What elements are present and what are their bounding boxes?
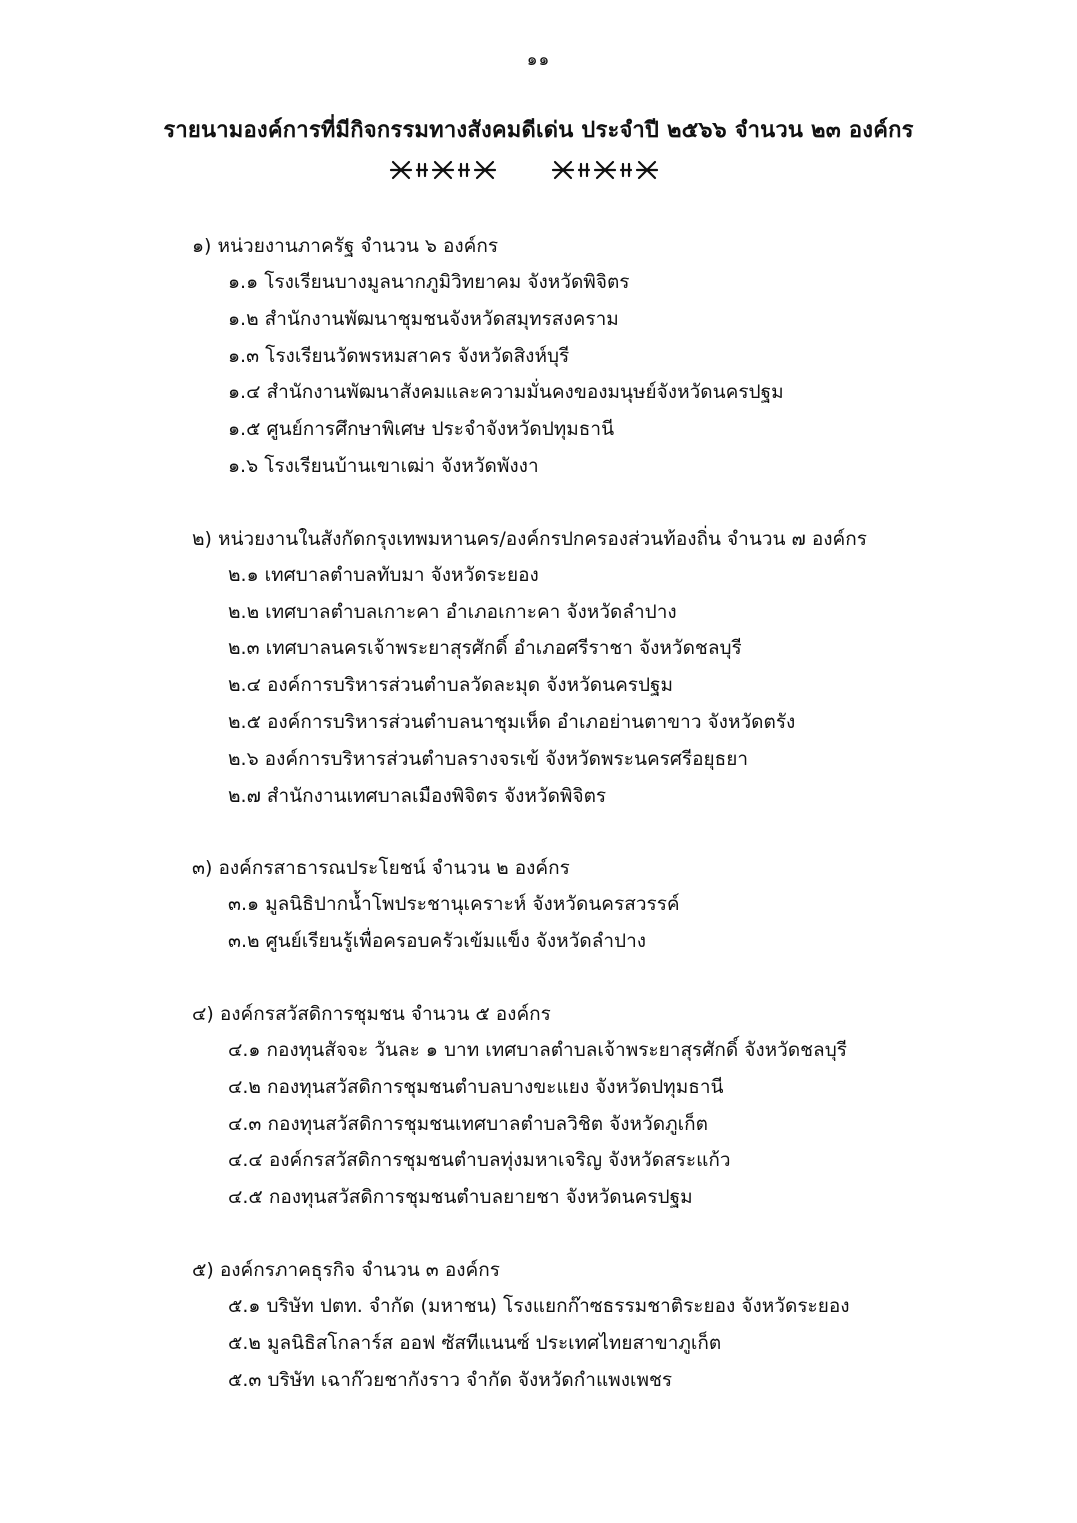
list-item: ๑.๕ ศูนย์การศึกษาพิเศษ ประจำจังหวัดปทุมธานี	[228, 418, 615, 441]
section-business	[192, 1252, 1012, 1398]
list-item: ๔.๓ กองทุนสวัสดิการชุมชนเทศบาลตำบลวิชิต จังหวัดภูเก็ต	[228, 1112, 708, 1135]
list-item: ๒.๔ องค์การบริหารส่วนตำบลวัดละมุด จังหวัดนครปฐม	[228, 674, 674, 697]
section-community-welfare	[192, 996, 1012, 1216]
list-item: ๓.๑ มูลนิธิปากน้ำโพประชานุเคราะห์ จังหวัดนครสวรรค์	[228, 893, 680, 916]
list-item: ๒.๒ เทศบาลตำบลเกาะคา อำเภอเกาะคา จังหวัดลำปาง	[228, 600, 677, 623]
list-item: ๒.๑ เทศบาลตำบลทับมา จังหวัดระยอง	[228, 563, 539, 586]
list-item: ๔.๒ กองทุนสวัสดิการชุมชนตำบลบางขะแยง จังหวัดปทุมธานี	[228, 1075, 724, 1098]
document-title: รายนามองค์การที่มีกิจกรรมทางสังคมดีเด่น ประจำปี ๒๕๖๖ จำนวน ๒๓ องค์กร	[163, 118, 914, 143]
section-local-government	[192, 521, 1012, 815]
section-heading: ๔) องค์กรสวัสดิการชุมชน จำนวน ๕ องค์กร	[192, 1002, 551, 1025]
list-item: ๕.๓ บริษัท เฉาก๊วยชากังราว จำกัด จังหวัดกำแพงเพชร	[228, 1368, 673, 1391]
section-heading: ๒) หน่วยงานในสังกัดกรุงเทพมหานคร/องค์กรปกครองส่วนท้องถิ่น จำนวน ๗ องค์กร	[192, 527, 867, 550]
list-item: ๒.๓ เทศบาลนครเจ้าพระยาสุรศักดิ์ อำเภอศรีราชา จังหวัดชลบุรี	[228, 637, 742, 660]
list-item: ๑.๓ โรงเรียนวัดพรหมสาคร จังหวัดสิงห์บุรี	[228, 344, 570, 367]
section-public-benefit	[192, 850, 1012, 960]
list-item: ๓.๒ ศูนย์เรียนรู้เพื่อครอบครัวเข้มแข็ง จังหวัดลำปาง	[228, 930, 647, 953]
page-number: ๑๑	[526, 50, 551, 70]
list-item: ๕.๒ มูลนิธิสโกลาร์ส ออฟ ซัสทีแนนซ์ ประเทศไทยสาขาภูเก็ต	[228, 1331, 722, 1354]
list-item: ๑.๖ โรงเรียนบ้านเขาเฒ่า จังหวัดพังงา	[228, 454, 539, 477]
list-item: ๒.๕ องค์การบริหารส่วนตำบลนาชุมเห็ด อำเภอย่านตาขาว จังหวัดตรัง	[228, 710, 796, 733]
list-item: ๔.๕ กองทุนสวัสดิการชุมชนตำบลยายชา จังหวัดนครปฐม	[228, 1186, 693, 1209]
list-item: ๕.๑ บริษัท ปตท. จำกัด (มหาชน) โรงแยกก๊าซธรรมชาติระยอง จังหวัดระยอง	[228, 1294, 850, 1317]
list-item: ๑.๒ สำนักงานพัฒนาชุมชนจังหวัดสมุทรสงคราม	[228, 307, 619, 330]
organization-list	[192, 228, 1012, 1434]
decorative-cross-ornament-icon	[0, 158, 1077, 186]
list-item: ๑.๑ โรงเรียนบางมูลนากภูมิวิทยาคม จังหวัดพิจิตร	[228, 271, 630, 293]
section-heading: ๑) หน่วยงานภาครัฐ จำนวน ๖ องค์กร	[192, 235, 499, 257]
section-heading: ๕) องค์กรภาคธุรกิจ จำนวน ๓ องค์กร	[192, 1258, 500, 1281]
list-item: ๔.๔ องค์กรสวัสดิการชุมชนตำบลทุ่งมหาเจริญ จังหวัดสระแก้ว	[228, 1149, 731, 1172]
list-item: ๒.๖ องค์การบริหารส่วนตำบลรางจรเข้ จังหวัดพระนครศรีอยุธยา	[228, 747, 749, 770]
list-item: ๔.๑ กองทุนสัจจะ วันละ ๑ บาท เทศบาลตำบลเจ้าพระยาสุรศักดิ์ จังหวัดชลบุรี	[228, 1038, 847, 1061]
list-item: ๒.๗ สำนักงานเทศบาลเมืองพิจิตร จังหวัดพิจิตร	[228, 784, 607, 807]
section-government	[192, 228, 1012, 485]
section-heading: ๓) องค์กรสาธารณประโยชน์ จำนวน ๒ องค์กร	[192, 857, 570, 880]
list-item: ๑.๔ สำนักงานพัฒนาสังคมและความมั่นคงของมนุษย์จังหวัดนครปฐม	[228, 381, 784, 404]
